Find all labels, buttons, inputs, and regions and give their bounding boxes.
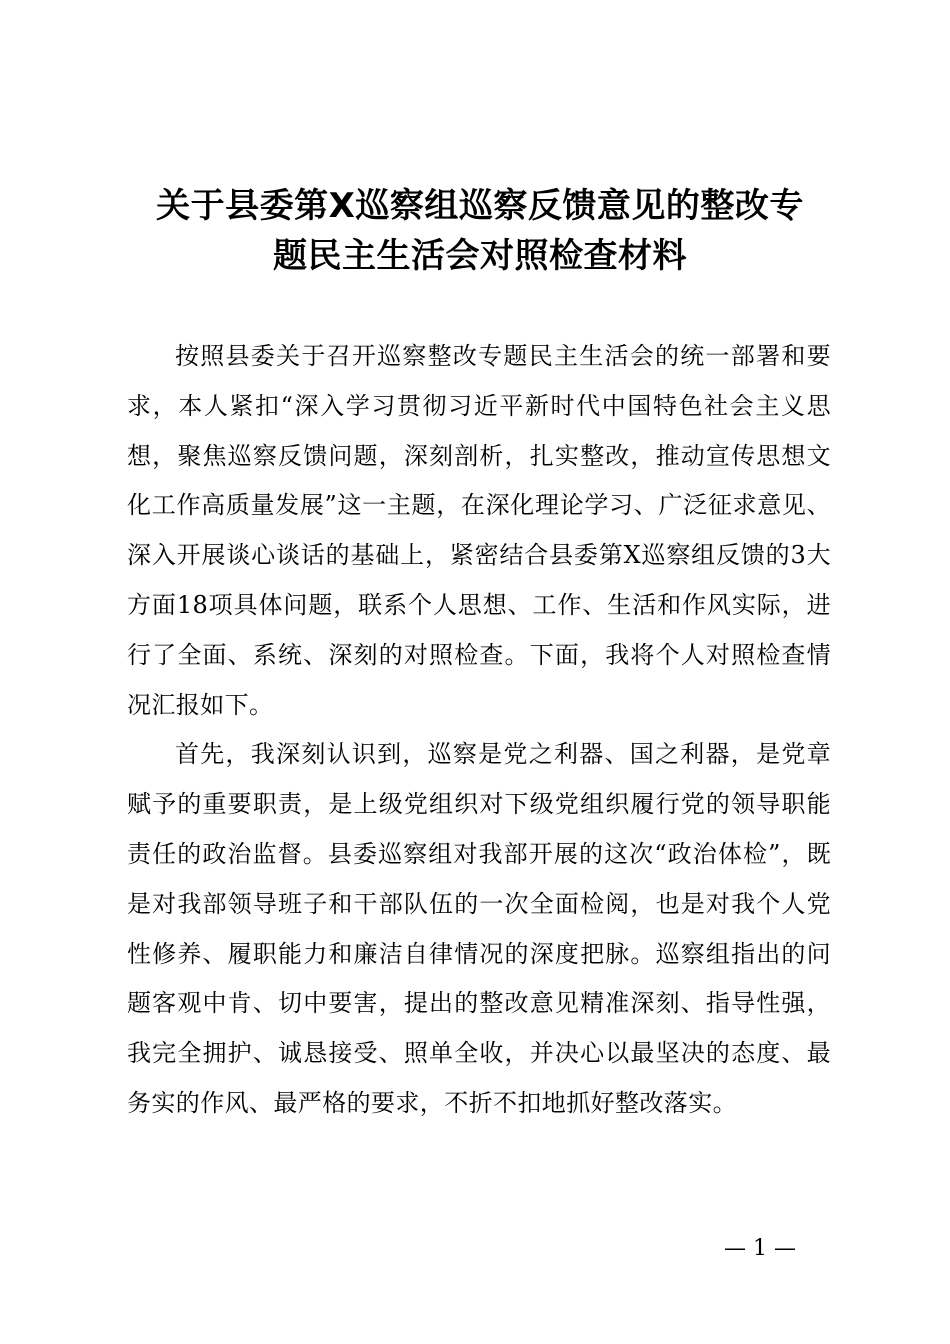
- page-number: — 1 —: [724, 1236, 796, 1261]
- paragraph-1: 按照县委关于召开巡察整改专题民主生活会的统一部署和要求，本人紧扣“深入学习贯彻习近平新时代中国特色社会主义思想，聚焦巡察反馈问题，深刻剖析，扎实整改，推动宣传思想文化工作高质量发展”这一主题，在深化理论学习、广泛征求意见、深入开展谈心谈话的基础上，紧密结合县委第X巡察组反馈的3大方面18项具体问题，联系个人思想、工作、生活和作风实际，进行了全面、系统、深刻的对照检查。下面，我将个人对照检查情况汇报如下。: [127, 342, 831, 719]
- title-line-2: 题民主生活会对照检查材料: [273, 236, 687, 276]
- document-body: [127, 332, 831, 1129]
- paragraph-2: 首先，我深刻认识到，巡察是党之利器、国之利器，是党章赋予的重要职责，是上级党组织对下级党组织履行党的领导职能责任的政治监督。县委巡察组对我部开展的这次“政治体检”，既是对我部领导班子和干部队伍的一次全面检阅，也是对我个人党性修养、履职能力和廉洁自律情况的深度把脉。巡察组指出的问题客观中肯、切中要害，提出的整改意见精准深刻、指导性强，我完全拥护、诚恳接受、照单全收，并决心以最坚决的态度、最务实的作风、最严格的要求，不折不扣地抓好整改落实。: [127, 740, 831, 1117]
- title-line-1: 关于县委第X巡察组巡察反馈意见的整改专: [156, 186, 804, 226]
- document-title: [120, 181, 840, 281]
